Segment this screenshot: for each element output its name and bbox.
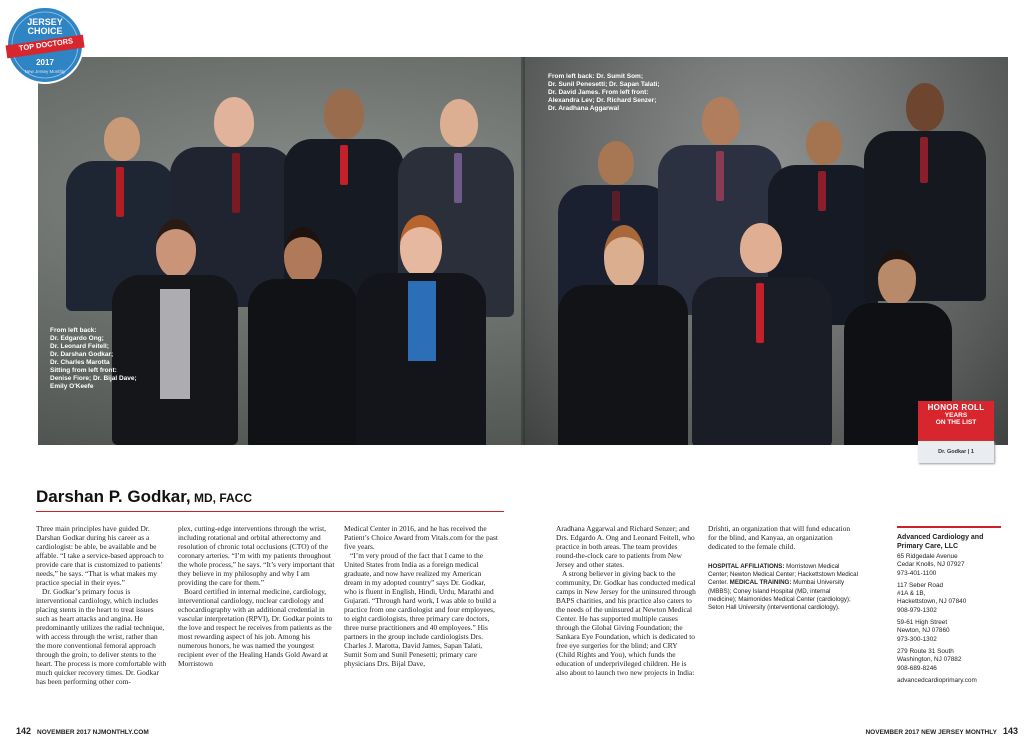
affiliations-training [708,563,858,612]
doctor-name-heading [36,487,252,507]
honor-roll-box [918,401,994,467]
top-doctors-badge [4,4,86,86]
article-column-5 [708,524,858,551]
location-address: 117 Seber Road #1A & 1B, Hackettstown, NJ 07840 908-979-1302 [897,581,967,614]
doctor-credentials: MD, FACC [190,491,252,505]
paragraph: Aradhana Aggarwal and Richard Senzer; and Drs. Edgardo A. Ong and Leonard Feitell, who practice in both areas. The team provides round-the-clock care to patients from New Jersey and other states. [556,524,695,569]
article-column-3 [344,524,498,668]
location-address: 59-61 High Street Newton, NJ 07860 973-300-1302 [897,619,950,643]
badge-ribbon: TOP DOCTORS [18,36,74,53]
honor-roll-subtitle-1: YEARS [944,412,968,419]
contact-rule [897,526,1001,528]
affiliations-text: Morristown Medical Center; Newton Medical Center; Hackettstown Medical Center. [708,563,858,587]
group-photo [38,57,1008,445]
footer-left-text: NOVEMBER 2017 NJMONTHLY.COM [37,729,149,736]
practice-name: Advanced Cardiology and Primary Care, LLC [897,534,984,550]
footer-right-text: NOVEMBER 2017 NEW JERSEY MONTHLY [865,729,997,736]
page-gutter [521,57,525,445]
article-column-4 [556,524,696,677]
badge-arc-text: New Jersey Monthly [24,69,66,74]
paragraph: A strong believer in giving back to the community, Dr. Godkar has conducted medical camps in New Jersey for the uninsured through BAPS charities, and his practice also caters to the needs of the uninsured at Newton Medical Center. He has supported multiple causes through the Global Giving Foundation; the Sankara Eye Foundation, which is dedicated to free eye surgeries for the blind; and CRY (Child Rights and You), which funds the education of underprivileged children. He is also about to launch two new projects in India: [556,569,696,677]
page-number-right: 143 [1002,726,1018,736]
article-column-2 [178,524,336,668]
training-text: Mumbai University (MBBS); Coney Island Hospital (MD, internal medicine); Maimonides Medical Center (cardiology); Seton Hall University (interventional cardiology). [708,579,851,612]
honor-roll-subtitle-2: ON THE LIST [935,419,977,426]
affiliations-label: HOSPITAL AFFILIATIONS: [708,563,785,570]
photo-caption-left: From left back: Dr. Edgardo Ong; Dr. Leonard Feitell; Dr. Darshan Godkar; Dr. Charles Marotta Sitting from left front: Denise Fiore; Dr. Bijal Dave; Emily O'Keefe [50,327,137,390]
badge-line-2: CHOICE [27,26,63,36]
badge-year: 2017 [36,58,54,67]
practice-website[interactable]: advancedcardioprimary.com [897,676,977,684]
doctor-name: Darshan P. Godkar, [36,487,191,506]
footer-right [865,726,1018,736]
paragraph: Medical Center in 2016, and he has received the Patient’s Choice Award from Vitals.com for the past five years. [344,524,498,551]
paragraph: Drishti, an organization that will fund education for the blind, and Kanyaa, an organization dedicated to the female child. [708,524,851,551]
training-label: MEDICAL TRAINING: [727,579,792,587]
paragraph: Three main principles have guided Dr. Darshan Godkar during his career as a cardiologist: be able, be available and be affable. “I take a service-based approach to provide care that is customized to patients’ needs,” he says. “That is what makes my practice special in their eyes.” [36,524,164,587]
paragraph: plex, cutting-edge interventions through the wrist, including rotational and orbital atherectomy and resolution of chronic total occlusions (CTO) of the coronary arteries. “I’m with my patients throughout the whole process,” he says. “It’s very important that they believe in my philosophy and why I am providing the care for them.” [178,524,335,587]
photo-caption-right: From left back: Dr. Sumit Som; Dr. Sunil Penesetti; Dr. Sapan Talati; Dr. David James. From left front: Alexandra Lev; Dr. Richard Senzer; Dr. Aradhana Aggarwal [548,73,660,112]
location-address: 65 Ridgedale Avenue Cedar Knolls, NJ 07927 973-401-1100 [897,553,965,577]
contact-box [897,526,1007,685]
location-address: 279 Route 31 South Washington, NJ 07882 908-689-8246 [897,647,962,672]
paragraph: Dr. Godkar’s primary focus is interventional cardiology, which includes placing stents in the heart to treat issues such as heart attacks and angina. He predominantly utilizes the radial technique, with access through the wrist, rather than the more conventional femoral approach through the groin, to deliver stents to the heart. The process is more comfortable with much quicker recovery times. Dr. Godkar has been performing other com- [36,587,167,686]
footer-left [16,726,149,736]
article-column-1 [36,524,168,686]
honor-roll-header [918,401,994,441]
paragraph: “I’m very proud of the fact that I came to the United States from India as a foreign medical graduate, and now have realized my American dream in my adopted country” says Dr. Godkar, who is fluent in English, Hindi, Urdu, Marathi and Gujarati. “Through hard work, I was able to build a practice from one cardiologist and four employees, to eight cardiologists, three primary care doctors, three nurse practitioners and 40 employees.” His partners in the group include cardiologists Drs. Charles J. Marotta, David James, Sapan Talati, Sumit Som and Sunil Penesetti; primary care physicians Drs. Bijal Dave, [344,551,497,668]
page-number-left: 142 [16,726,32,736]
title-rule [36,511,504,512]
badge-line-1: JERSEY [27,17,63,27]
honor-roll-title: HONOR ROLL [927,403,985,412]
paragraph: Board certified in internal medicine, cardiology, interventional cardiology, nuclear cardiology and echocardiography with an additional credential in vascular interpretation (RPVI), Dr. Godkar points to the love and respect he receives from patients as the most rewarding aspect of his job. Among his numerous honors, he was named the youngest recipient ever of the Healing Hands Gold Award at Morristown [178,587,333,668]
honor-roll-entry: Dr. Godkar | 1 [918,441,994,463]
